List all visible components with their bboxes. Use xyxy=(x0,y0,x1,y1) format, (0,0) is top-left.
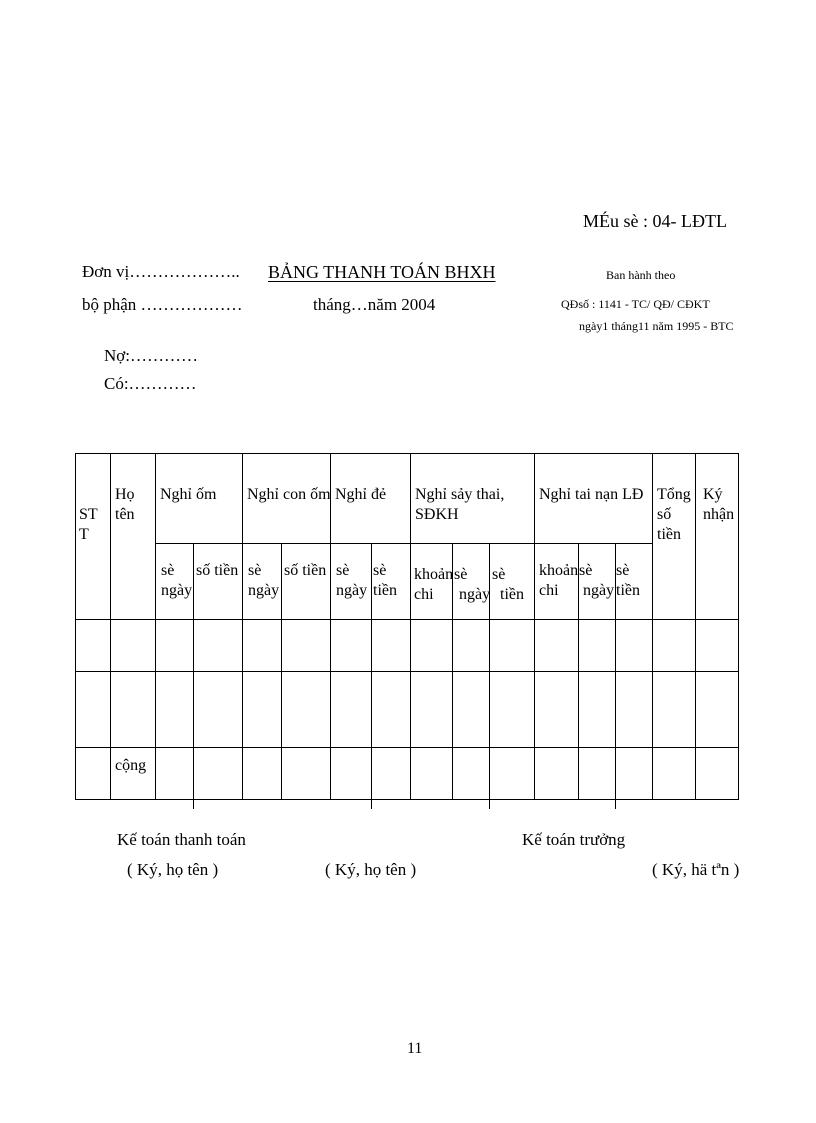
table-border-right xyxy=(738,453,739,800)
col-rule-sick xyxy=(242,453,243,800)
subheader-accident-amount: sè tiền xyxy=(616,562,640,599)
subheader-miscarriage-item: khoản chi xyxy=(414,566,454,603)
subcol-rule xyxy=(193,543,194,809)
payment-table xyxy=(75,453,739,800)
header-signature: Ký nhận xyxy=(703,486,735,523)
header-maternity-leave: Nghỉ đẻ xyxy=(335,486,387,503)
document-period: tháng…năm 2004 xyxy=(313,295,436,314)
regulation-issued-by: Ban hành theo xyxy=(606,268,676,282)
department-field: bộ phận ……………… xyxy=(82,295,243,314)
subheader-child-days: sè ngày xyxy=(248,562,280,599)
subcol-rule xyxy=(281,543,282,800)
table-rule-row2 xyxy=(75,747,739,748)
subheader-accident-item: khoản chi xyxy=(539,562,579,599)
header-child-sick-leave: Nghỉ con ốm xyxy=(247,486,331,503)
subheader-maternity-amount: sè tiền xyxy=(373,562,397,599)
subheader-miscarriage-days: sè ngày xyxy=(454,566,491,603)
regulation-decision: QĐsố : 1141 - TC/ QĐ/ CĐKT xyxy=(561,297,710,311)
unit-field: Đơn vị……………….. xyxy=(82,262,240,281)
subheader-sick-days: sè ngày xyxy=(161,562,193,599)
col-rule-total xyxy=(695,453,696,800)
header-stt: ST T xyxy=(79,506,98,543)
subcol-rule xyxy=(371,543,372,809)
total-row-label: cộng xyxy=(115,757,147,774)
table-border-top xyxy=(75,453,739,454)
subheader-maternity-days: sè ngày xyxy=(336,562,368,599)
col-rule-child xyxy=(330,453,331,800)
header-accident-leave: Nghỉ tai nạn LĐ xyxy=(539,486,644,503)
credit-account: Có:………… xyxy=(104,374,197,393)
table-border-left xyxy=(75,453,76,800)
form-code: MÉu sè : 04- LĐTL xyxy=(583,211,727,231)
subheader-miscarriage-amount: sè tiền xyxy=(492,566,524,603)
col-rule-miscarriage xyxy=(534,453,535,800)
debit-account: Nợ:………… xyxy=(104,346,198,365)
col-rule-name xyxy=(155,453,156,800)
document-title: BẢNG THANH TOÁN BHXH xyxy=(268,262,496,282)
accountant-signature: ( Ký, họ tên ) xyxy=(127,860,219,879)
header-total-amount: Tổng số tiền xyxy=(657,486,691,543)
col-rule-accident xyxy=(652,453,653,800)
header-sick-leave: Nghỉ ốm xyxy=(160,486,217,503)
col-rule-stt xyxy=(110,453,111,800)
subheader-sick-amount: số tiền xyxy=(196,562,239,579)
subheader-accident-days: sè ngày xyxy=(579,562,615,599)
table-rule-row1 xyxy=(75,671,739,672)
chief-accountant-signature: ( Ký, hä tªn ) xyxy=(652,860,740,879)
chief-accountant-title: Kế toán trưởng xyxy=(522,830,626,849)
regulation-date: ngày1 tháng11 năm 1995 - BTC xyxy=(579,319,734,333)
accountant-title: Kế toán thanh toán xyxy=(117,830,246,849)
subheader-child-amount: số tiền xyxy=(284,562,327,579)
middle-signature: ( Ký, họ tên ) xyxy=(325,860,417,879)
page-number: 11 xyxy=(407,1040,423,1057)
table-border-bottom xyxy=(75,799,739,800)
header-name: Họ tên xyxy=(115,486,135,523)
col-rule-maternity xyxy=(410,453,411,800)
header-miscarriage-leave: Nghỉ sảy thai, SĐKH xyxy=(415,486,505,523)
table-rule-header-bottom xyxy=(75,619,739,620)
